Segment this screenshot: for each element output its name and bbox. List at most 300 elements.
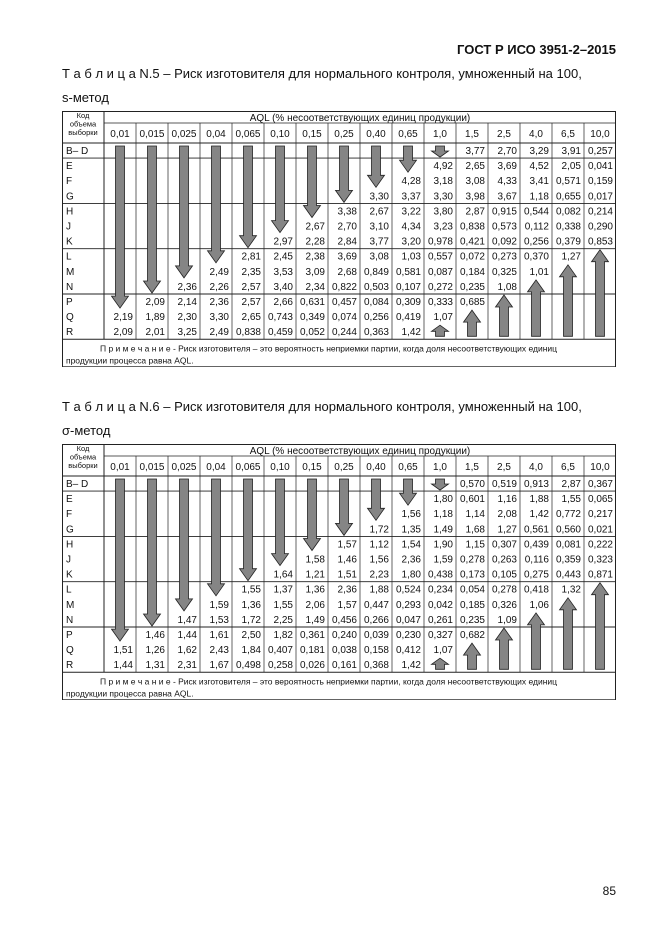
risk-value: 0,419 xyxy=(395,312,421,324)
risk-value: 0,258 xyxy=(268,660,294,672)
risk-value: 2,01 xyxy=(145,327,166,339)
risk-value: 0,173 xyxy=(459,569,485,581)
risk-value: 0,379 xyxy=(555,236,581,248)
risk-value: 0,853 xyxy=(587,236,613,248)
risk-value: 0,368 xyxy=(363,660,389,672)
risk-value: 0,072 xyxy=(459,251,485,263)
risk-value: 0,263 xyxy=(491,554,517,566)
risk-value: 0,655 xyxy=(555,191,581,203)
risk-value: 2,25 xyxy=(273,614,294,626)
risk-value: 0,743 xyxy=(268,312,294,324)
risk-value: 0,871 xyxy=(587,569,613,581)
risk-value: 1,31 xyxy=(145,660,166,672)
risk-value: 2,09 xyxy=(113,327,134,339)
sample-size-code: P xyxy=(66,629,73,641)
risk-value: 1,72 xyxy=(241,614,262,626)
sample-size-code-header: выборки xyxy=(68,127,98,137)
sample-size-code: L xyxy=(66,251,72,263)
risk-value: 0,052 xyxy=(300,327,326,339)
risk-value: 4,92 xyxy=(433,161,453,173)
risk-value: 1,90 xyxy=(433,539,453,551)
risk-value: 2,08 xyxy=(497,509,517,521)
risk-value: 0,439 xyxy=(523,539,549,551)
aql-column-header: 4,0 xyxy=(529,461,543,473)
table-n6 xyxy=(62,444,616,701)
down-arrow-icon xyxy=(336,146,353,202)
down-arrow-icon xyxy=(240,146,257,248)
down-arrow-icon xyxy=(208,479,225,596)
risk-value: 1,61 xyxy=(209,629,230,641)
risk-value: 1,54 xyxy=(401,539,421,551)
sample-size-code: F xyxy=(66,509,73,521)
risk-value: 0,065 xyxy=(587,494,613,506)
risk-value: 2,06 xyxy=(305,599,326,611)
risk-value: 2,65 xyxy=(241,312,262,324)
risk-value: 0,042 xyxy=(427,599,453,611)
aql-column-header: 0,15 xyxy=(302,128,322,140)
risk-value: 0,560 xyxy=(555,524,581,536)
risk-value: 2,38 xyxy=(305,251,326,263)
risk-value: 2,45 xyxy=(273,251,294,263)
aql-column-header: 0,10 xyxy=(270,128,290,140)
risk-value: 3,10 xyxy=(369,221,389,233)
risk-value: 0,272 xyxy=(427,281,453,293)
risk-value: 0,631 xyxy=(300,296,326,308)
aql-column-header: 0,40 xyxy=(366,128,386,140)
table-n5 xyxy=(62,111,616,370)
risk-value: 0,519 xyxy=(491,478,517,490)
risk-value: 1,80 xyxy=(433,494,453,506)
risk-value: 0,913 xyxy=(523,478,549,490)
risk-value: 3,22 xyxy=(401,206,421,218)
aql-column-header: 0,025 xyxy=(171,461,197,473)
down-arrow-icon xyxy=(304,146,321,217)
risk-value: 1,35 xyxy=(401,524,421,536)
standard-designation: ГОСТ Р ИСО 3951-2–2015 xyxy=(457,42,616,57)
sample-size-code: G xyxy=(66,524,74,536)
risk-value: 0,290 xyxy=(587,221,613,233)
sample-size-code: E xyxy=(66,494,73,506)
risk-value: 0,323 xyxy=(587,554,613,566)
up-arrow-icon xyxy=(495,295,512,336)
down-arrow-icon xyxy=(112,479,129,641)
risk-value: 1,62 xyxy=(177,645,198,657)
risk-value: 3,30 xyxy=(433,191,453,203)
down-arrow-icon xyxy=(336,479,353,535)
risk-value: 1,21 xyxy=(305,569,326,581)
risk-value: 2,49 xyxy=(209,266,230,278)
risk-value: 3,30 xyxy=(209,312,230,324)
sample-size-code-header: выборки xyxy=(68,460,98,470)
risk-value: 1,27 xyxy=(561,251,581,263)
risk-value: 0,240 xyxy=(331,629,357,641)
risk-value: 1,06 xyxy=(529,599,549,611)
up-arrow-icon xyxy=(463,643,480,669)
risk-value: 0,161 xyxy=(331,660,357,672)
aql-column-header: 1,5 xyxy=(465,461,479,473)
risk-value: 1,07 xyxy=(433,645,453,657)
risk-value: 1,80 xyxy=(401,569,421,581)
risk-value: 1,55 xyxy=(241,584,262,596)
risk-value: 0,026 xyxy=(300,660,326,672)
risk-value: 0,074 xyxy=(331,312,357,324)
sample-size-code: H xyxy=(66,206,74,218)
down-arrow-icon xyxy=(176,146,193,278)
table-grid xyxy=(62,444,616,700)
risk-value: 3,09 xyxy=(305,266,326,278)
risk-value: 0,222 xyxy=(587,539,613,551)
risk-value: 3,23 xyxy=(433,221,453,233)
risk-value: 2,70 xyxy=(497,145,517,157)
down-arrow-icon xyxy=(431,479,448,490)
sample-size-code: R xyxy=(66,660,74,672)
risk-value: 3,40 xyxy=(273,281,294,293)
up-arrow-icon xyxy=(591,250,608,337)
risk-value: 1,18 xyxy=(529,191,549,203)
risk-value: 2,49 xyxy=(209,327,230,339)
aql-column-header: 0,25 xyxy=(334,461,354,473)
risk-value: 0,275 xyxy=(523,569,549,581)
sample-size-code: Q xyxy=(66,312,74,324)
sample-size-code: B– D xyxy=(66,478,89,490)
risk-value: 1,44 xyxy=(177,629,198,641)
risk-value: 0,544 xyxy=(523,206,549,218)
risk-value: 1,42 xyxy=(401,327,421,339)
aql-column-header: 0,04 xyxy=(206,128,226,140)
risk-value: 1,16 xyxy=(497,494,517,506)
risk-value: 2,70 xyxy=(337,221,357,233)
aql-column-header: 0,65 xyxy=(398,461,418,473)
risk-value: 1,49 xyxy=(433,524,453,536)
risk-value: 0,838 xyxy=(459,221,485,233)
down-arrow-icon xyxy=(304,479,321,550)
risk-value: 3,53 xyxy=(273,266,294,278)
risk-value: 0,105 xyxy=(491,569,517,581)
risk-value: 0,915 xyxy=(491,206,517,218)
risk-value: 0,041 xyxy=(587,161,613,173)
risk-value: 2,36 xyxy=(209,296,230,308)
risk-value: 0,256 xyxy=(523,236,549,248)
risk-value: 1,07 xyxy=(433,312,453,324)
risk-value: 2,05 xyxy=(561,161,581,173)
risk-value: 0,573 xyxy=(491,221,517,233)
sample-size-code: R xyxy=(66,327,74,339)
risk-value: 0,084 xyxy=(363,296,389,308)
up-arrow-icon xyxy=(527,280,544,336)
risk-value: 1,12 xyxy=(369,539,389,551)
aql-column-header: 6,5 xyxy=(561,461,575,473)
risk-value: 0,561 xyxy=(523,524,549,536)
risk-value: 0,570 xyxy=(459,478,485,490)
risk-value: 3,69 xyxy=(337,251,357,263)
risk-value: 3,20 xyxy=(401,236,421,248)
risk-value: 1,59 xyxy=(209,599,230,611)
risk-value: 0,327 xyxy=(427,629,453,641)
risk-value: 0,261 xyxy=(427,614,453,626)
risk-value: 1,32 xyxy=(561,584,581,596)
risk-value: 0,081 xyxy=(555,539,581,551)
aql-column-header: 4,0 xyxy=(529,128,543,140)
risk-value: 1,55 xyxy=(273,599,294,611)
sample-size-code: J xyxy=(66,221,72,233)
up-arrow-icon xyxy=(431,658,448,669)
risk-value: 0,333 xyxy=(427,296,453,308)
sample-size-code: N xyxy=(66,281,74,293)
risk-value: 2,36 xyxy=(337,584,357,596)
risk-value: 1,55 xyxy=(561,494,581,506)
risk-value: 0,092 xyxy=(491,236,517,248)
risk-value: 2,23 xyxy=(369,569,389,581)
risk-value: 0,293 xyxy=(395,599,421,611)
risk-value: 0,682 xyxy=(459,629,485,641)
down-arrow-icon xyxy=(431,146,448,157)
risk-value: 0,407 xyxy=(268,645,294,657)
risk-value: 3,98 xyxy=(465,191,485,203)
table-n5-method: s-метод xyxy=(62,90,109,105)
risk-value: 0,498 xyxy=(236,660,262,672)
sample-size-code: J xyxy=(66,554,72,566)
risk-value: 2,19 xyxy=(113,312,134,324)
up-arrow-icon xyxy=(527,613,544,669)
risk-value: 4,33 xyxy=(497,176,517,188)
risk-value: 0,456 xyxy=(331,614,357,626)
up-arrow-icon xyxy=(559,598,576,669)
aql-header: AQL (% несоответствующих единиц продукции) xyxy=(249,112,471,124)
risk-value: 4,52 xyxy=(529,161,549,173)
risk-value: 0,503 xyxy=(363,281,389,293)
risk-value: 1,44 xyxy=(113,660,134,672)
risk-value: 0,309 xyxy=(395,296,421,308)
risk-value: 0,235 xyxy=(459,281,485,293)
table-note-continued: продукции процесса равна AQL. xyxy=(66,355,194,366)
risk-value: 0,367 xyxy=(587,478,613,490)
risk-value: 0,054 xyxy=(459,584,485,596)
risk-value: 3,25 xyxy=(177,327,198,339)
risk-value: 0,278 xyxy=(491,584,517,596)
risk-value: 0,082 xyxy=(555,206,581,218)
aql-column-header: 0,15 xyxy=(302,461,322,473)
risk-value: 1,82 xyxy=(273,629,294,641)
up-arrow-icon xyxy=(591,583,608,670)
risk-value: 1,57 xyxy=(337,599,357,611)
risk-value: 2,50 xyxy=(241,629,262,641)
risk-value: 3,18 xyxy=(433,176,453,188)
risk-value: 2,57 xyxy=(241,281,262,293)
risk-value: 0,307 xyxy=(491,539,517,551)
risk-value: 1,46 xyxy=(337,554,357,566)
risk-value: 0,017 xyxy=(587,191,613,203)
risk-value: 2,36 xyxy=(177,281,198,293)
aql-column-header: 0,025 xyxy=(171,128,197,140)
risk-value: 0,447 xyxy=(363,599,389,611)
risk-value: 1,72 xyxy=(369,524,389,536)
down-arrow-icon xyxy=(399,146,416,172)
risk-value: 1,42 xyxy=(401,660,421,672)
risk-value: 0,325 xyxy=(491,266,517,278)
down-arrow-icon xyxy=(176,479,193,611)
risk-value: 3,77 xyxy=(465,145,485,157)
risk-value: 2,68 xyxy=(337,266,357,278)
down-arrow-icon xyxy=(144,479,161,626)
risk-value: 3,69 xyxy=(497,161,517,173)
down-arrow-icon xyxy=(272,479,289,566)
aql-header: AQL (% несоответствующих единиц продукции) xyxy=(249,445,471,457)
sample-size-code: M xyxy=(66,266,75,278)
risk-value: 1,36 xyxy=(305,584,326,596)
down-arrow-icon xyxy=(144,146,161,293)
risk-value: 0,184 xyxy=(459,266,485,278)
risk-value: 2,97 xyxy=(273,236,294,248)
risk-value: 1,09 xyxy=(497,614,517,626)
aql-column-header: 2,5 xyxy=(497,128,511,140)
down-arrow-icon xyxy=(272,146,289,233)
risk-value: 0,087 xyxy=(427,266,453,278)
risk-value: 0,601 xyxy=(459,494,485,506)
page-number: 85 xyxy=(602,884,616,898)
risk-value: 0,185 xyxy=(459,599,485,611)
risk-value: 0,438 xyxy=(427,569,453,581)
risk-value: 3,08 xyxy=(369,251,389,263)
risk-value: 2,57 xyxy=(241,296,262,308)
aql-column-header: 0,015 xyxy=(139,128,165,140)
sample-size-code: M xyxy=(66,599,75,611)
risk-value: 0,361 xyxy=(300,629,326,641)
risk-value: 0,039 xyxy=(363,629,389,641)
sample-size-code: L xyxy=(66,584,72,596)
risk-value: 0,412 xyxy=(395,645,421,657)
risk-value: 1,14 xyxy=(465,509,485,521)
risk-value: 1,56 xyxy=(401,509,421,521)
risk-value: 0,418 xyxy=(523,584,549,596)
risk-value: 3,80 xyxy=(433,206,453,218)
risk-value: 1,49 xyxy=(305,614,326,626)
risk-value: 1,36 xyxy=(241,599,262,611)
risk-value: 2,84 xyxy=(337,236,357,248)
sample-size-code: E xyxy=(66,161,73,173)
risk-value: 0,459 xyxy=(268,327,294,339)
risk-value: 0,822 xyxy=(331,281,357,293)
sample-size-code: P xyxy=(66,296,73,308)
risk-value: 3,67 xyxy=(497,191,517,203)
aql-column-header: 0,065 xyxy=(235,461,261,473)
risk-value: 2,67 xyxy=(369,206,389,218)
sample-size-code: G xyxy=(66,191,74,203)
risk-value: 0,772 xyxy=(555,509,581,521)
risk-value: 1,53 xyxy=(209,614,230,626)
aql-column-header: 10,0 xyxy=(590,128,610,140)
sample-size-code: N xyxy=(66,614,74,626)
risk-value: 1,51 xyxy=(113,645,134,657)
risk-value: 3,30 xyxy=(369,191,389,203)
risk-value: 1,46 xyxy=(145,629,166,641)
risk-value: 0,278 xyxy=(459,554,485,566)
risk-value: 2,26 xyxy=(209,281,230,293)
table-n6-caption: Т а б л и ц а N.6 – Риск изготовителя для нормального контроля, умноженный на 100, xyxy=(62,399,582,414)
risk-value: 0,159 xyxy=(587,176,613,188)
risk-value: 1,03 xyxy=(401,251,421,263)
aql-column-header: 1,5 xyxy=(465,128,479,140)
risk-value: 0,217 xyxy=(587,509,613,521)
risk-value: 0,685 xyxy=(459,296,485,308)
risk-value: 0,363 xyxy=(363,327,389,339)
risk-value: 1,01 xyxy=(529,266,549,278)
up-arrow-icon xyxy=(559,265,576,336)
risk-value: 0,234 xyxy=(427,584,453,596)
risk-value: 0,214 xyxy=(587,206,613,218)
risk-value: 3,08 xyxy=(465,176,485,188)
risk-value: 3,77 xyxy=(369,236,389,248)
risk-value: 3,91 xyxy=(561,145,581,157)
risk-value: 2,43 xyxy=(209,645,230,657)
risk-value: 1,88 xyxy=(369,584,389,596)
risk-value: 0,326 xyxy=(491,599,517,611)
risk-value: 2,66 xyxy=(273,296,294,308)
risk-value: 2,34 xyxy=(305,281,326,293)
aql-column-header: 0,10 xyxy=(270,461,290,473)
risk-value: 2,87 xyxy=(561,478,581,490)
risk-value: 1,59 xyxy=(433,554,453,566)
risk-value: 0,421 xyxy=(459,236,485,248)
risk-value: 0,235 xyxy=(459,614,485,626)
risk-value: 0,273 xyxy=(491,251,517,263)
risk-value: 2,65 xyxy=(465,161,485,173)
aql-column-header: 1,0 xyxy=(433,461,447,473)
down-arrow-icon xyxy=(367,146,384,187)
aql-column-header: 0,25 xyxy=(334,128,354,140)
risk-value: 3,29 xyxy=(529,145,549,157)
risk-value: 0,338 xyxy=(555,221,581,233)
sample-size-code-header: Код xyxy=(76,111,90,120)
aql-column-header: 0,01 xyxy=(110,128,130,140)
risk-value: 1,37 xyxy=(273,584,294,596)
risk-value: 0,021 xyxy=(587,524,613,536)
risk-value: 1,68 xyxy=(465,524,485,536)
down-arrow-icon xyxy=(208,146,225,263)
risk-value: 0,256 xyxy=(363,312,389,324)
risk-value: 3,37 xyxy=(401,191,421,203)
risk-value: 1,58 xyxy=(305,554,326,566)
sample-size-code: H xyxy=(66,539,74,551)
risk-value: 2,28 xyxy=(305,236,326,248)
risk-value: 0,038 xyxy=(331,645,357,657)
risk-value: 0,370 xyxy=(523,251,549,263)
aql-column-header: 6,5 xyxy=(561,128,575,140)
down-arrow-icon xyxy=(399,479,416,505)
risk-value: 1,15 xyxy=(465,539,485,551)
aql-column-header: 0,40 xyxy=(366,461,386,473)
down-arrow-icon xyxy=(112,146,129,308)
risk-value: 1,47 xyxy=(177,614,198,626)
risk-value: 0,571 xyxy=(555,176,581,188)
table-note-continued: продукции процесса равна AQL. xyxy=(66,688,194,699)
risk-value: 0,112 xyxy=(524,221,549,233)
risk-value: 1,64 xyxy=(273,569,294,581)
risk-value: 0,244 xyxy=(331,327,357,339)
table-n5-caption: Т а б л и ц а N.5 – Риск изготовителя для нормального контроля, умноженный на 100, xyxy=(62,66,582,81)
risk-value: 1,88 xyxy=(529,494,549,506)
risk-value: 2,30 xyxy=(177,312,198,324)
risk-value: 1,56 xyxy=(369,554,389,566)
sample-size-code: K xyxy=(66,236,73,248)
risk-value: 0,230 xyxy=(395,629,421,641)
risk-value: 2,35 xyxy=(241,266,262,278)
risk-value: 1,51 xyxy=(337,569,357,581)
risk-value: 0,849 xyxy=(363,266,389,278)
risk-value: 0,047 xyxy=(395,614,421,626)
aql-column-header: 0,065 xyxy=(235,128,261,140)
risk-value: 1,27 xyxy=(497,524,517,536)
risk-value: 0,158 xyxy=(363,645,389,657)
